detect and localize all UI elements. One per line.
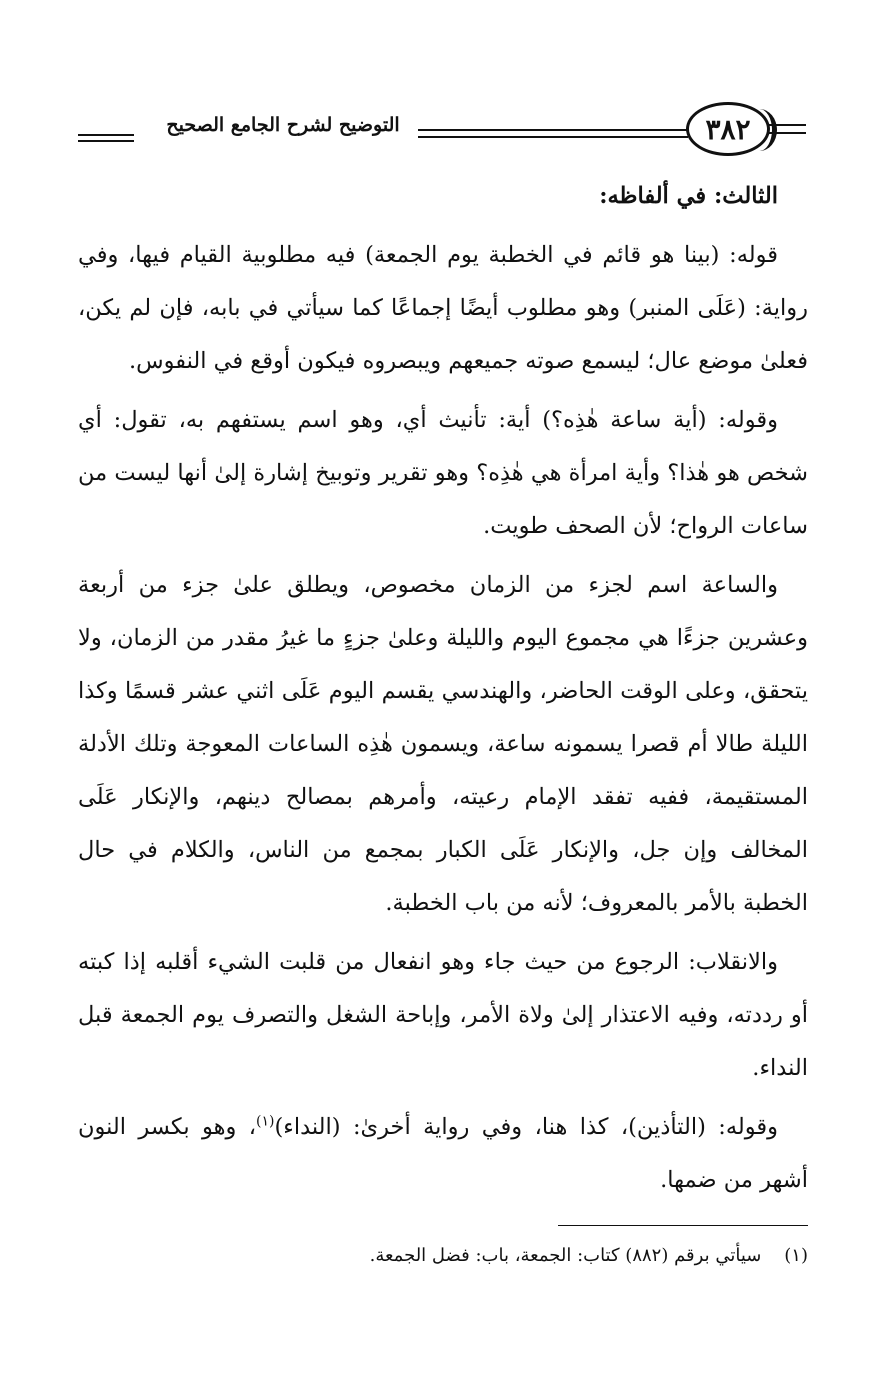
running-title: التوضيح لشرح الجامع الصحيح: [148, 114, 418, 136]
footnote-marker: (١): [784, 1245, 808, 1266]
header-rule-left-top: [78, 134, 134, 136]
paragraph: [78, 1101, 808, 1207]
paragraph-text: ، وهو بكسر النون أشهر من ضمها.: [78, 1114, 808, 1193]
header-rule-left-bottom: [78, 140, 134, 142]
footnote: [78, 1238, 808, 1274]
footnote-reference[interactable]: (١): [256, 1113, 275, 1130]
page-header: [78, 96, 808, 168]
main-text: [78, 170, 808, 1213]
footnote-separator: [558, 1225, 808, 1226]
paragraph-text: وقوله: (التأذين)، كذا هنا، وفي رواية أخرىٰ: (النداء): [274, 1114, 778, 1140]
footnote-text: سيأتي برقم (٨٨٢) كتاب: الجمعة، باب: فضل الجمعة.: [369, 1245, 762, 1266]
paragraph: والساعة اسم لجزء من الزمان مخصوص، ويطلق علىٰ جزء من أربعة وعشرين جزءًا هي مجموع اليوم والليلة وعلىٰ جزءٍ ما غيرُ مقدر من الزمان، ولا يتحقق، وعلى الوقت الحاضر، والهندسي يقسم اليوم عَلَى اثني عشر قسمًا وكذا الليلة طالا أم قصرا يسمونه ساعة، ويسمون هٰذِه الساعات المعوجة وتلك الأدلة المستقيمة، ففيه تفقد الإمام رعيته، وأمرهم بمصالح دينهم، والإنكار عَلَى المخالف وإن جل، والإنكار عَلَى الكبار بمجمع من الناس، والكلام في حال الخطبة بالأمر بالمعروف؛ لأنه من باب الخطبة.: [78, 572, 808, 916]
header-rule-middle-bottom: [418, 136, 688, 138]
section-heading: الثالث: في ألفاظه:: [599, 183, 778, 209]
paragraph: والانقلاب: الرجوع من حيث جاء وهو انفعال من قلبت الشيء أقلبه إذا كبته أو رددته، وفيه الاعتذار إلىٰ ولاة الأمر، وإباحة الشغل والتصرف يوم الجمعة قبل النداء.: [78, 949, 808, 1081]
paragraph: وقوله: (أية ساعة هٰذِه؟) أية: تأنيث أي، وهو اسم يستفهم به، تقول: أي شخص هو هٰذا؟ وأية امرأة هي هٰذِه؟ وهو تقرير وتوبيخ إشارة إلىٰ أنها ليست من ساعات الرواح؛ لأن الصحف طويت.: [78, 407, 808, 539]
paragraph: قوله: (بينا هو قائم في الخطبة يوم الجمعة) فيه مطلوبية القيام فيها، وفي رواية: (عَلَى المنبر) وهو مطلوب أيضًا إجماعًا كما سيأتي في بابه، فإن لم يكن، فعلىٰ موضع عال؛ ليسمع صوته جميعهم ويبصروه فيكون أوقع في النفوس.: [78, 242, 808, 374]
header-rule-middle-top: [418, 129, 688, 131]
page-number: [686, 102, 770, 156]
page-number-text: ٣٨٢: [705, 112, 751, 146]
